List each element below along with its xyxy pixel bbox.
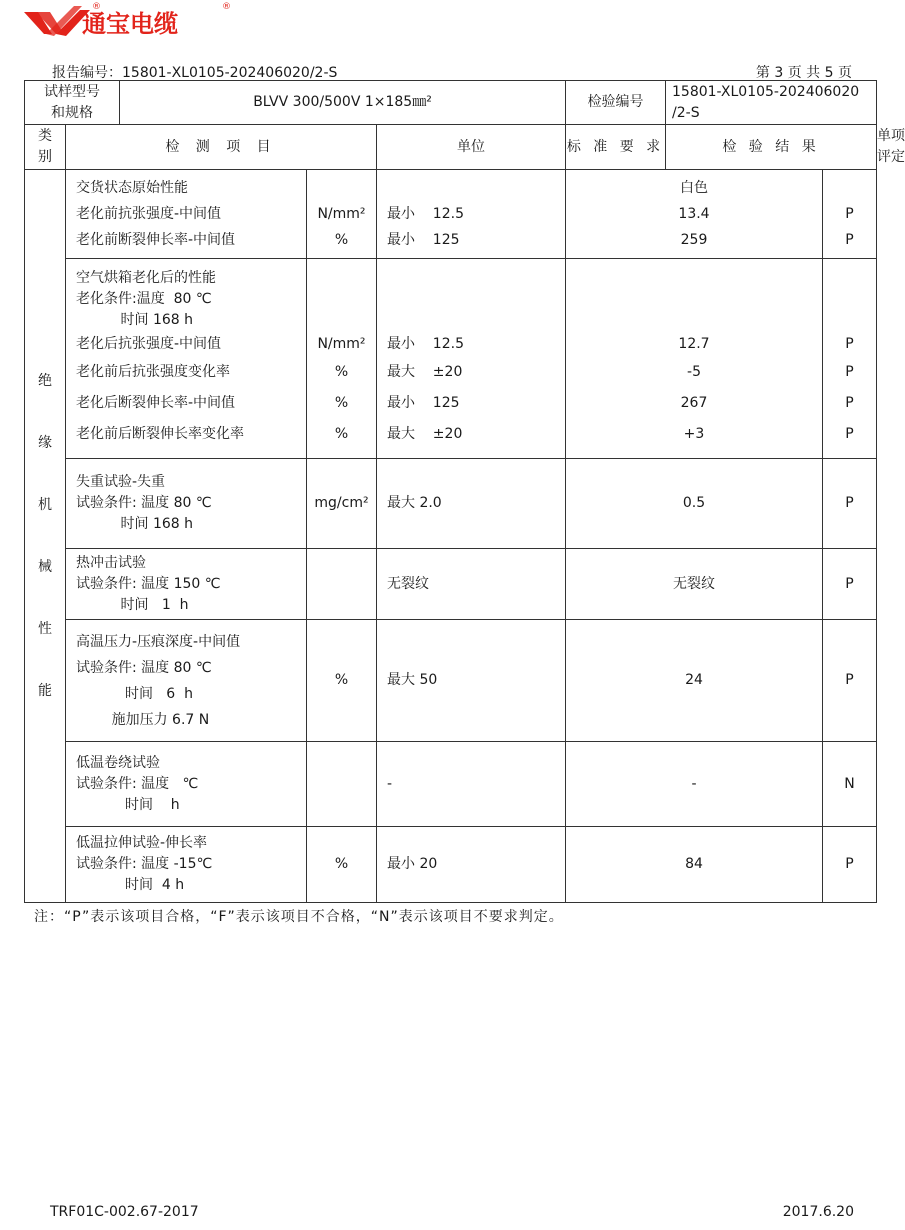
model-label: 试样型号 和规格 <box>25 81 120 125</box>
result-cell: 0.5 <box>566 459 823 549</box>
registered-mark: ® <box>222 2 231 12</box>
column-header-row: 类 别 检 测 项 目 单位 标 准 要 求 检 验 结 果 单项 评定 <box>25 125 877 170</box>
col-unit: 单位 <box>377 125 566 170</box>
result-cell: 白色 13.4 259 <box>566 170 823 259</box>
standard-cell: - <box>377 742 566 827</box>
table-row <box>25 170 877 259</box>
report-table <box>24 80 905 170</box>
brand-name: 通宝电缆 <box>82 10 178 38</box>
form-number: TRF01C-002.67-2017 <box>50 1204 199 1220</box>
model-value: BLVV 300/500V 1×185㎜² <box>120 81 566 125</box>
table-row <box>25 742 877 827</box>
standard-cell: 无裂纹 <box>377 549 566 620</box>
item-cell: 失重试验-失重 试验条件: 温度 80 ℃ 时间 168 h <box>66 459 307 549</box>
registered-mark: ® <box>92 2 101 12</box>
inspect-value: 15801-XL0105-202406020 /2-S <box>666 81 877 125</box>
verdict-cell: P P P P <box>823 259 877 459</box>
page-info: 第 3 页 共 5 页 <box>755 65 852 81</box>
table-row <box>25 259 877 459</box>
col-result: 检 验 结 果 <box>666 125 877 170</box>
verdict-cell: P <box>823 459 877 549</box>
unit-cell: % <box>307 827 377 903</box>
unit-cell: N/mm² % % % <box>307 259 377 459</box>
info-row <box>25 81 877 125</box>
unit-cell: mg/cm² <box>307 459 377 549</box>
result-cell: - <box>566 742 823 827</box>
category-cell: 绝 缘 机 械 性 能 <box>25 170 66 903</box>
unit-cell: % <box>307 620 377 742</box>
result-cell: 12.7 -5 267 +3 <box>566 259 823 459</box>
verdict-cell: N <box>823 742 877 827</box>
standard-cell: 最小 12.5 最大 ±20 最小 125 最大 ±20 <box>377 259 566 459</box>
inspect-label: 检验编号 <box>566 81 666 125</box>
item-cell: 空气烘箱老化后的性能 老化条件:温度 80 ℃ 时间 168 h 老化后抗张强度-中间值 老化前后抗张强度变化率 老化后断裂伸长率-中间值 老化前后断裂伸长率变化率 <box>66 259 307 459</box>
unit-cell: N/mm² % <box>307 170 377 259</box>
results-table <box>24 169 877 903</box>
col-item: 检 测 项 目 <box>66 125 377 170</box>
verdict-cell: P P <box>823 170 877 259</box>
col-standard: 标 准 要 求 <box>566 125 666 170</box>
result-cell: 84 <box>566 827 823 903</box>
table-row <box>25 459 877 549</box>
verdict-cell: P <box>823 549 877 620</box>
item-cell: 低温卷绕试验 试验条件: 温度 ℃ 时间 h <box>66 742 307 827</box>
item-cell: 高温压力-压痕深度-中间值 试验条件: 温度 80 ℃ 时间 6 h 施加压力 6.7 N <box>66 620 307 742</box>
unit-cell <box>307 742 377 827</box>
standard-cell: 最大 2.0 <box>377 459 566 549</box>
table-row <box>25 549 877 620</box>
result-cell: 24 <box>566 620 823 742</box>
col-category: 类 别 <box>25 125 66 170</box>
verdict-cell: P <box>823 620 877 742</box>
standard-cell: 最小 12.5 最小 125 <box>377 170 566 259</box>
item-cell: 热冲击试验 试验条件: 温度 150 ℃ 时间 1 h <box>66 549 307 620</box>
standard-cell: 最小 20 <box>377 827 566 903</box>
unit-cell <box>307 549 377 620</box>
table-row <box>25 827 877 903</box>
standard-cell: 最大 50 <box>377 620 566 742</box>
result-cell: 无裂纹 <box>566 549 823 620</box>
item-cell: 低温拉伸试验-伸长率 试验条件: 温度 -15℃ 时间 4 h <box>66 827 307 903</box>
table-row <box>25 620 877 742</box>
verdict-cell: P <box>823 827 877 903</box>
form-date: 2017.6.20 <box>782 1204 854 1220</box>
report-number: 报告编号：15801-XL0105-202406020/2-S <box>52 65 338 81</box>
item-cell: 交货状态原始性能 老化前抗张强度-中间值 老化前断裂伸长率-中间值 <box>66 170 307 259</box>
footnote: 注：“P”表示该项目合格，“F”表示该项目不合格，“N”表示该项目不要求判定。 <box>34 909 564 925</box>
